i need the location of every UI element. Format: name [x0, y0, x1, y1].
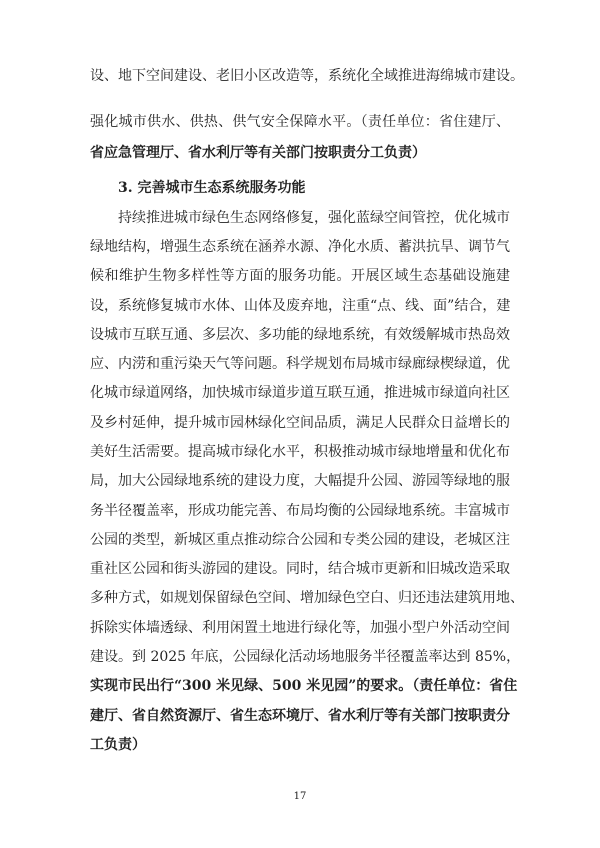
paragraph-line: 建设。到 2025 年底，公园绿化活动场地服务半径覆盖率达到 85%，	[90, 649, 521, 665]
paragraph-line: 持续推进城市绿色生态网络修复，强化蓝绿空间管控，优化城市	[118, 210, 510, 226]
paragraph-line: 设城市互联互通、多层次、多功能的绿地系统，有效缓解城市热岛效	[90, 327, 510, 343]
section-heading: 3. 完善城市生态系统服务功能	[118, 180, 306, 196]
paragraph-line: 候和维护生物多样性等方面的服务功能。开展区域生态基础设施建	[90, 268, 510, 284]
paragraph-line: 设，系统修复城市水体、山体及废弃地，注重“点、线、面”结合，建	[90, 298, 511, 314]
paragraph-line: 设、地下空间建设、老旧小区改造等，系统化全域推进海绵城市建设。	[90, 68, 524, 84]
paragraph-line: 多种方式，如规划保留绿色空间、增加绿色空白、归还违法建筑用地、	[90, 590, 524, 606]
paragraph-line: 重社区公园和街头游园的建设。同时，结合城市更新和旧城改造采取	[90, 561, 510, 577]
page-number: 17	[293, 791, 307, 802]
paragraph-line: 强化城市供水、供热、供气安全保障水平。（责任单位：省住建厅、	[90, 114, 510, 130]
responsibility-line: 建厅、省自然资源厅、省生态环境厅、省水利厅等有关部门按职责分	[90, 708, 510, 724]
paragraph-line: 应、内涝和重污染天气等问题。科学规划布局城市绿廊绿楔绿道，优	[90, 356, 510, 372]
paragraph-line: 实现市民出行“300 米见绿、500 米见园”的要求。（责任单位：省住	[90, 678, 518, 694]
paragraph-line: 务半径覆盖率，形成功能完善、布局均衡的公园绿地系统。丰富城市	[90, 503, 510, 519]
paragraph-line: 局，加大公园绿地系统的建设力度，大幅提升公园、游园等绿地的服	[90, 473, 510, 489]
paragraph-line: 及乡村延伸，提升城市园林绿化空间品质，满足人民群众日益增长的	[90, 415, 510, 431]
paragraph-line: 绿地结构，增强生态系统在涵养水源、净化水质、蓄洪抗旱、调节气	[90, 239, 510, 255]
paragraph-line: 拆除实体墙透绿、利用闲置土地进行绿化等，加强小型户外活动空间	[90, 620, 510, 636]
paragraph-line: 美好生活需要。提高城市绿化水平，积极推动城市绿地增量和优化布	[90, 444, 510, 460]
paragraph-line: 公园的类型，新城区重点推动综合公园和专类公园的建设，老城区注	[90, 532, 510, 548]
paragraph-line: 化城市绿道网络，加快城市绿道步道互联互通，推进城市绿道向社区	[90, 385, 510, 401]
responsibility-line: 省应急管理厅、省水利厅等有关部门按职责分工负责）	[90, 145, 426, 161]
responsibility-line: 工负责）	[90, 737, 146, 753]
